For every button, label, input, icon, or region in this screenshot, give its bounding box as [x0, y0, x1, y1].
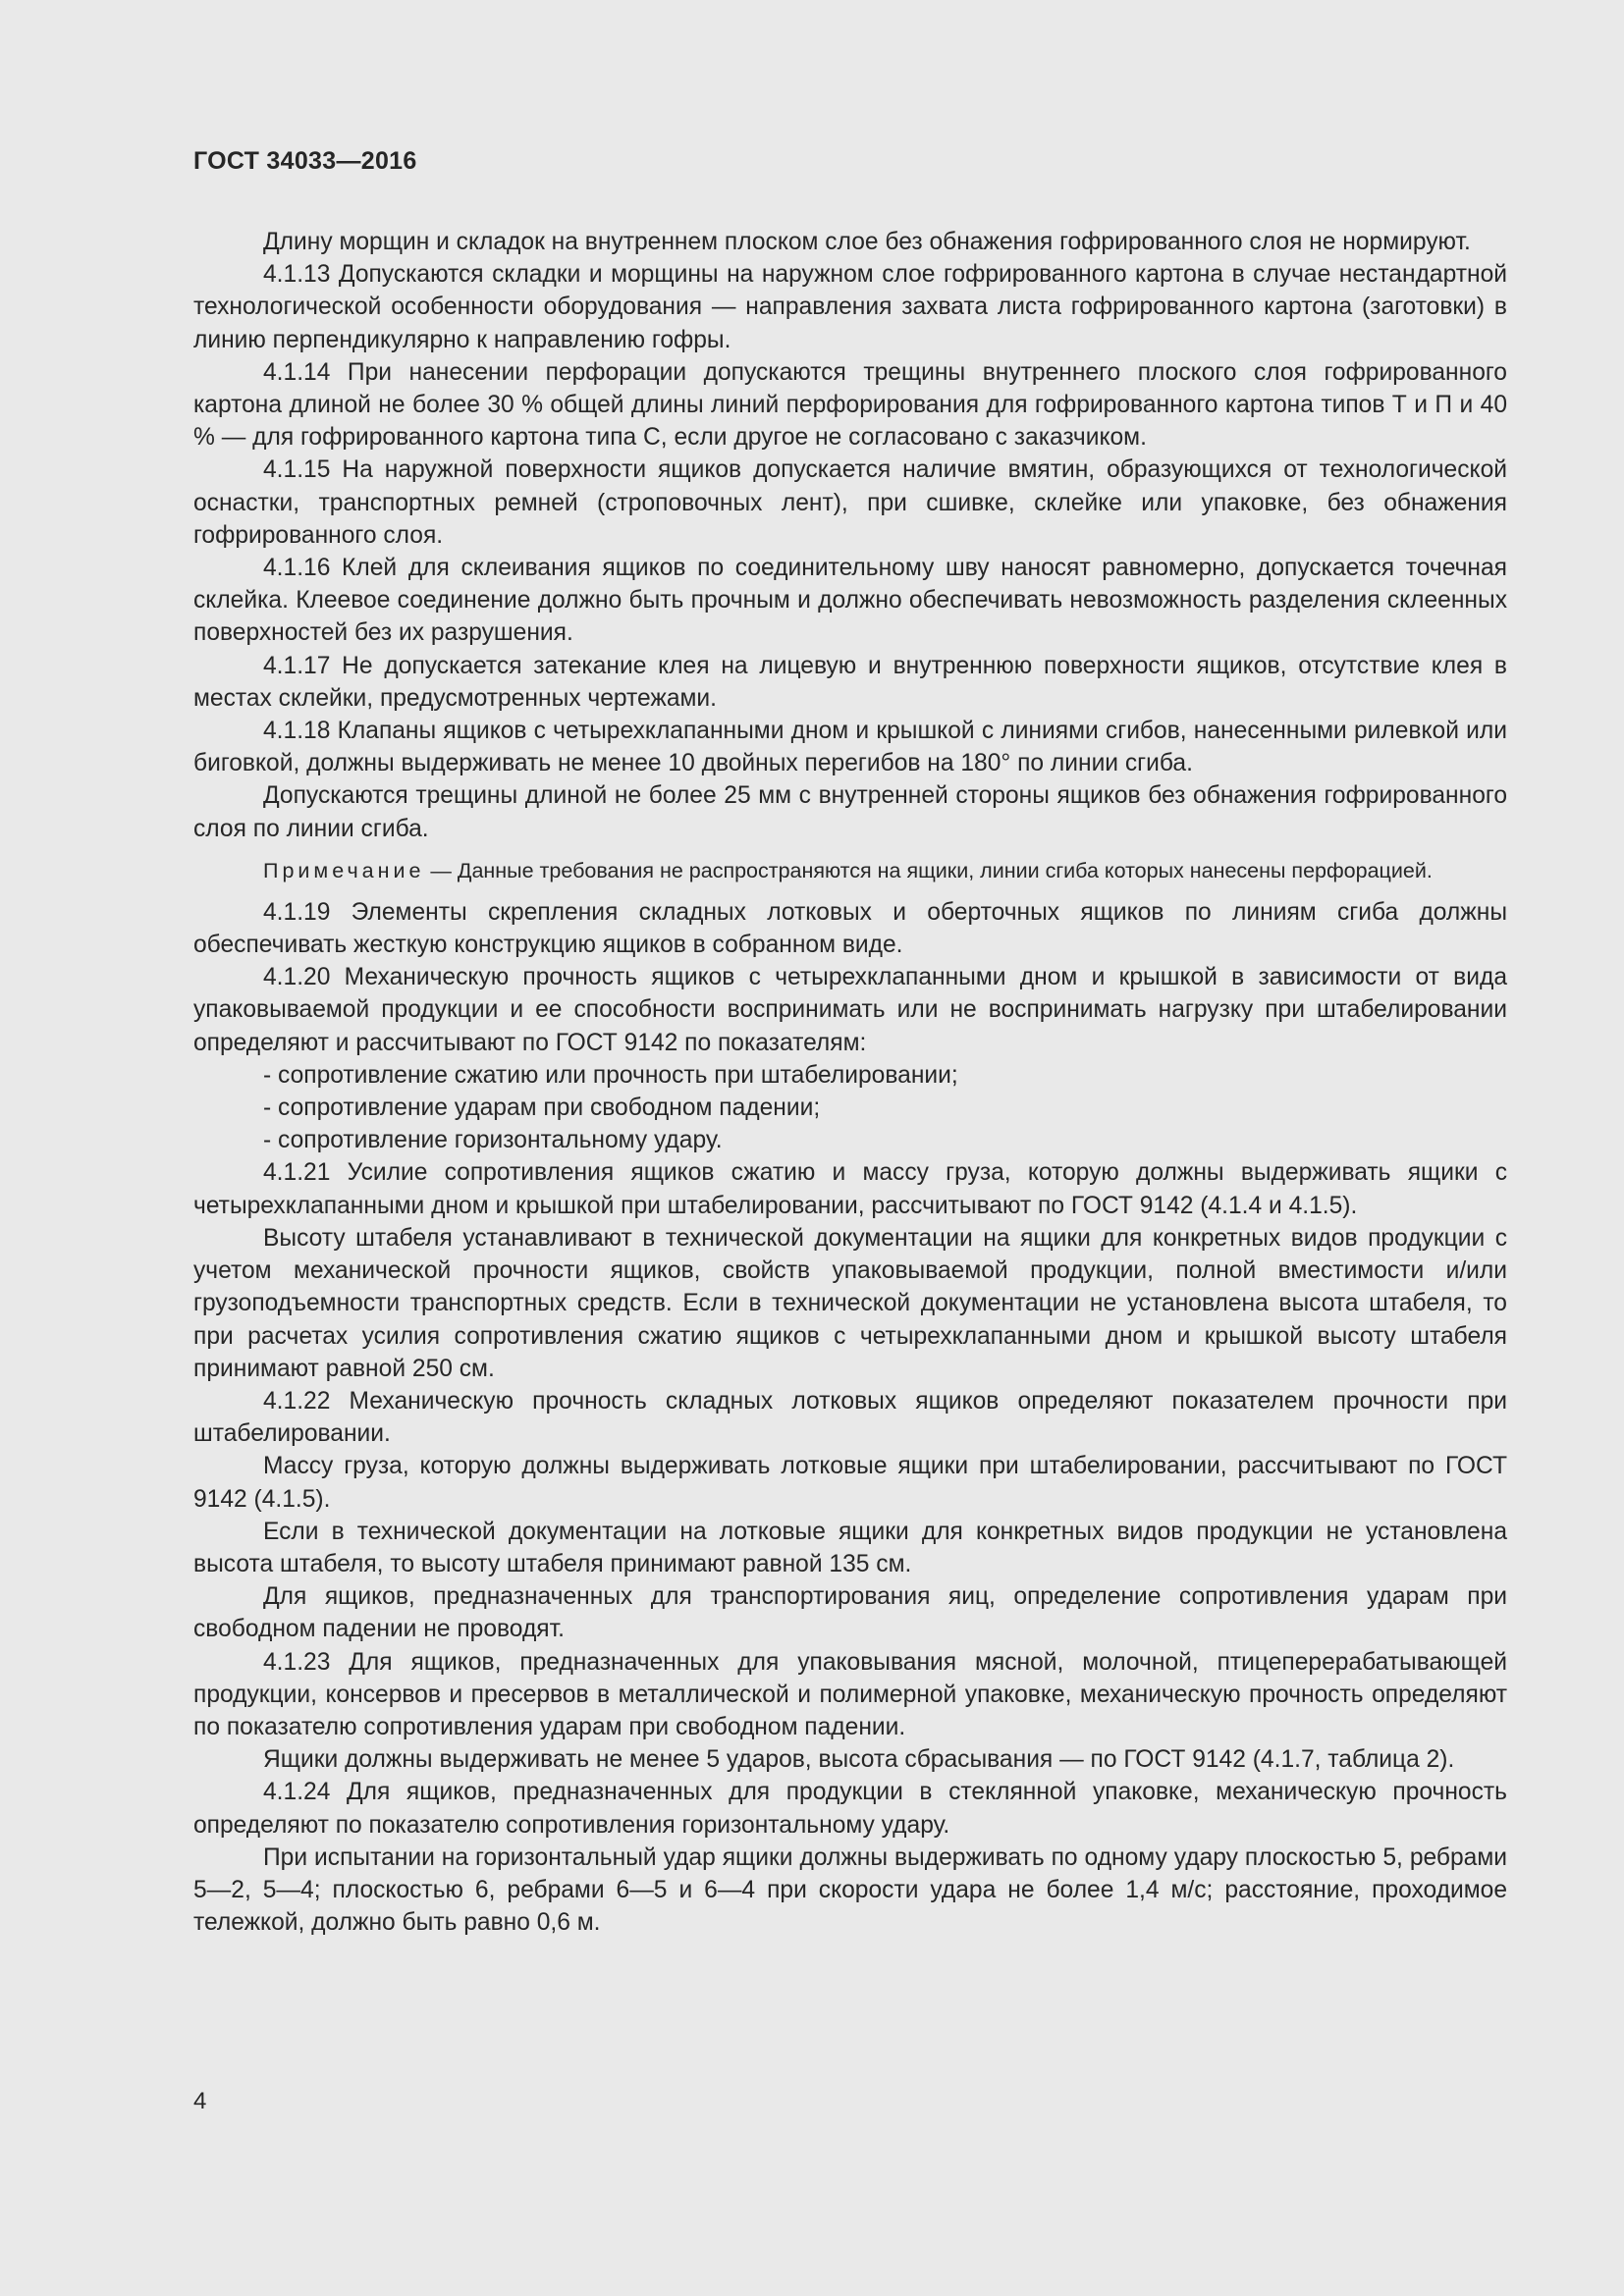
paragraph: Массу груза, которую должны выдерживать лотковые ящики при штабелировании, рассчитывают по ГОСТ 9142 (4.1.5). [193, 1453, 1507, 1513]
clause-4-1-20: 4.1.20 Механическую прочность ящиков с четырехклапанными дном и крышкой в зависимости от вида упаковываемой продукции и ее способности воспринимать или не воспринимать нагрузку при штабелировании определяют и рассчитывают по ГОСТ 9142 по показателям: [193, 964, 1507, 1056]
note [193, 856, 1507, 885]
clause-4-1-15: 4.1.15 На наружной поверхности ящиков допускается наличие вмятин, образующихся от технологической оснастки, транспортных ремней (строповочных лент), при сшивке, склейке или упаковке, без обнажения гофрированного слоя. [193, 456, 1507, 549]
paragraph: Для ящиков, предназначенных для транспортирования яиц, определение сопротивления ударам при свободном падении не проводят. [193, 1583, 1507, 1643]
clause-4-1-17: 4.1.17 Не допускается затекание клея на лицевую и внутреннюю поверхности ящиков, отсутствие клея в местах склейки, предусмотренных чертежами. [193, 652, 1507, 712]
document-body [193, 226, 1507, 1939]
note-label: Примечание [263, 858, 425, 882]
clause-4-1-19: 4.1.19 Элементы скрепления складных лотковых и оберточных ящиков по линиям сгиба должны обеспечивать жесткую конструкцию ящиков в собранном виде. [193, 898, 1507, 959]
clause-4-1-18: 4.1.18 Клапаны ящиков с четырехклапанными дном и крышкой с линиями сгибов, нанесенными рилевкой или биговкой, должны выдерживать не менее 10 двойных перегибов на 180° по линии сгиба. [193, 718, 1507, 777]
note-text: — Данные требования не распространяются на ящики, линии сгиба которых нанесены перфорацией. [424, 858, 1433, 882]
clause-4-1-16: 4.1.16 Клей для склеивания ящиков по соединительному шву наносят равномерно, допускается точечная склейка. Клеевое соединение должно быть прочным и должно обеспечивать невозможность разделения склеенных поверхностей без их разрушения. [193, 555, 1507, 647]
list-item: - сопротивление ударам при свободном падении; [263, 1095, 821, 1122]
clause-4-1-21: 4.1.21 Усилие сопротивления ящиков сжатию и массу груза, которую должны выдерживать ящики с четырехклапанными дном и крышкой при штабелировании, рассчитывают по ГОСТ 9142 (4.1.4 и 4.1.5). [193, 1159, 1507, 1219]
clause-4-1-13: 4.1.13 Допускаются складки и морщины на наружном слое гофрированного картона в случае нестандартной технологической особенности оборудования — направления захвата листа гофрированного картона (заготовки) в линию перпендикулярно к направлению гофры. [193, 261, 1507, 353]
standard-header: ГОСТ 34033—2016 [193, 147, 417, 175]
paragraph: Высоту штабеля устанавливают в технической документации на ящики для конкретных видов продукции с учетом механической прочности ящиков, свойств упаковываемой продукции, полной вместимости и/или грузоподъемности транспортных средств. Если в технической документации не установлена высота штабеля, то при расчетах усилия сопротивления сжатию ящиков с четырехклапанными дном и крышкой высоту штабеля принимают равной 250 см. [193, 1224, 1507, 1382]
clause-4-1-14: 4.1.14 При нанесении перфорации допускаются трещины внутреннего плоского слоя гофрированного картона длиной не более 30 % общей длины линий перфорирования для гофрированного картона типов Т и П и 40 % — для гофрированного картона типа С, если другое не согласовано с заказчиком. [193, 358, 1507, 452]
clause-4-1-22: 4.1.22 Механическую прочность складных лотковых ящиков определяют показателем прочности при штабелировании. [193, 1387, 1507, 1448]
paragraph: Допускаются трещины длиной не более 25 мм с внутренней стороны ящиков без обнажения гофрированного слоя по линии сгиба. [193, 782, 1507, 842]
paragraph: Если в технической документации на лотковые ящики для конкретных видов продукции не установлена высота штабеля, то высоту штабеля принимают равной 135 см. [193, 1518, 1507, 1577]
clause-4-1-23: 4.1.23 Для ящиков, предназначенных для упаковывания мясной, молочной, птицеперерабатывающей продукции, консервов и пресервов в металлической и полимерной упаковке, механическую прочность определяют по показателю сопротивления ударам при свободном падении. [193, 1648, 1507, 1740]
clause-4-1-24: 4.1.24 Для ящиков, предназначенных для продукции в стеклянной упаковке, механическую прочность определяют по показателю сопротивления горизонтальному удару. [193, 1779, 1507, 1839]
paragraph: Ящики должны выдерживать не менее 5 ударов, высота сбрасывания — по ГОСТ 9142 (4.1.7, таблица 2). [263, 1746, 1455, 1774]
paragraph: При испытании на горизонтальный удар ящики должны выдерживать по одному удару плоскостью 5, ребрами 5—2, 5—4; плоскостью 6, ребрами 6—5 и 6—4 при скорости удара не более 1,4 м/с; расстояние, проходимое тележкой, должно быть равно 0,6 м. [193, 1843, 1507, 1937]
paragraph: Длину морщин и складок на внутреннем плоском слое без обнажения гофрированного слоя не нормируют. [263, 229, 1471, 255]
page-number: 4 [193, 2088, 207, 2114]
list-item: - сопротивление горизонтальному удару. [263, 1127, 723, 1154]
list-item: - сопротивление сжатию или прочность при штабелировании; [263, 1061, 958, 1089]
